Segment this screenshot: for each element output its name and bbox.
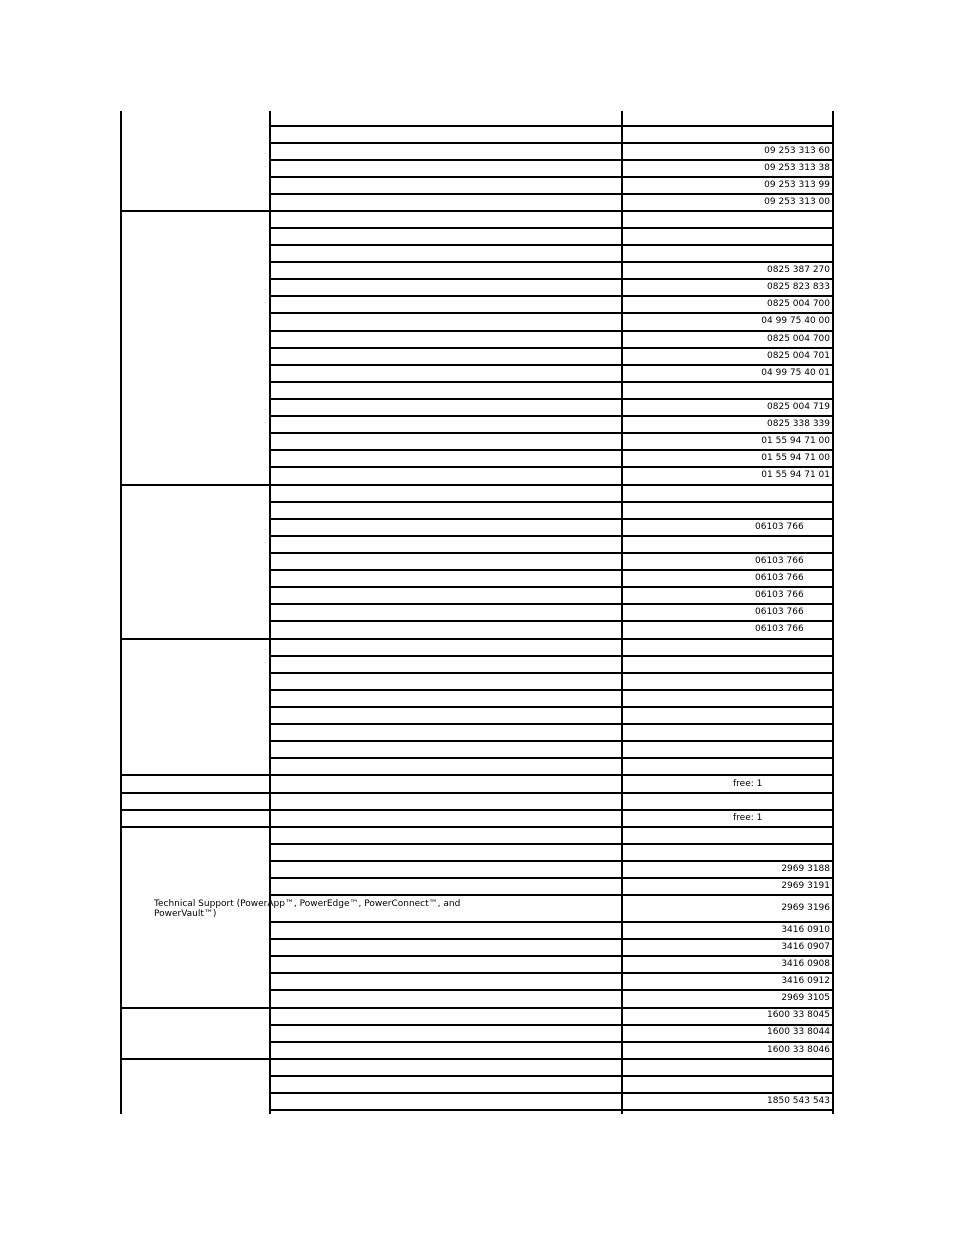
row-divider — [270, 1024, 834, 1026]
row-divider — [270, 227, 834, 229]
row-divider — [270, 620, 834, 622]
row-divider — [270, 894, 834, 896]
row-divider — [270, 740, 834, 742]
phone-number-40: 1850 543 543 — [767, 1096, 830, 1106]
phone-number-33: 3416 0907 — [781, 942, 830, 952]
phone-number-13: 04 99 75 40 01 — [761, 368, 830, 378]
row-divider — [120, 484, 834, 486]
row-divider — [120, 638, 834, 640]
row-divider — [270, 655, 834, 657]
row-divider — [270, 569, 834, 571]
phone-number-11: 0825 004 700 — [767, 334, 830, 344]
phone-number-2: 09 253 313 38 — [764, 163, 830, 173]
phone-number-16: 0825 338 339 — [767, 419, 830, 429]
row-divider — [270, 159, 834, 161]
tech-support-description: Technical Support (PowerApp™, PowerEdge™, PowerConnect™, and PowerVault™) — [154, 899, 461, 919]
row-divider — [270, 176, 834, 178]
row-divider — [270, 330, 834, 332]
phone-number-34: 3416 0908 — [781, 959, 830, 969]
row-divider — [270, 552, 834, 554]
row-divider — [270, 921, 834, 923]
row-divider — [270, 877, 834, 879]
row-divider — [270, 261, 834, 263]
row-divider — [120, 792, 834, 794]
phone-number-4: 09 253 313 00 — [764, 197, 830, 207]
row-divider — [270, 723, 834, 725]
row-divider — [270, 955, 834, 957]
phone-number-9: 0825 004 700 — [767, 299, 830, 309]
free-label-1: free: 1 — [733, 813, 763, 823]
phone-number-27: 06103 766 — [755, 607, 804, 617]
phone-number-12: 0825 004 701 — [767, 351, 830, 361]
row-divider — [270, 466, 834, 468]
phone-number-36: 2969 3105 — [781, 993, 830, 1003]
phone-number-3: 09 253 313 99 — [764, 180, 830, 190]
phone-number-24: 06103 766 — [755, 556, 804, 566]
phone-number-37: 1600 33 8045 — [767, 1010, 830, 1020]
phone-number-26: 06103 766 — [755, 590, 804, 600]
row-divider — [270, 757, 834, 759]
row-divider — [120, 210, 834, 212]
row-divider — [270, 1109, 834, 1111]
row-divider — [270, 1092, 834, 1094]
row-divider — [270, 398, 834, 400]
phone-number-7: 0825 387 270 — [767, 265, 830, 275]
row-divider — [270, 312, 834, 314]
row-divider — [270, 843, 834, 845]
row-divider — [270, 381, 834, 383]
row-divider — [270, 432, 834, 434]
phone-number-8: 0825 823 833 — [767, 282, 830, 292]
row-divider — [270, 1075, 834, 1077]
row-divider — [270, 415, 834, 417]
row-divider — [270, 1041, 834, 1043]
phone-number-1: 09 253 313 60 — [764, 146, 830, 156]
row-divider — [270, 193, 834, 195]
row-divider — [270, 972, 834, 974]
phone-number-35: 3416 0912 — [781, 976, 830, 986]
row-divider — [270, 860, 834, 862]
row-divider — [270, 347, 834, 349]
row-divider — [270, 672, 834, 674]
phone-number-25: 06103 766 — [755, 573, 804, 583]
phone-number-39: 1600 33 8046 — [767, 1045, 830, 1055]
row-divider — [270, 244, 834, 246]
row-divider — [120, 809, 834, 811]
row-divider — [270, 364, 834, 366]
row-divider — [270, 278, 834, 280]
phone-number-10: 04 99 75 40 00 — [761, 316, 830, 326]
phone-number-17: 01 55 94 71 00 — [761, 436, 830, 446]
phone-number-28: 06103 766 — [755, 624, 804, 634]
phone-number-19: 01 55 94 71 01 — [761, 470, 830, 480]
row-divider — [270, 501, 834, 503]
phone-number-18: 01 55 94 71 00 — [761, 453, 830, 463]
phone-number-15: 0825 004 719 — [767, 402, 830, 412]
row-divider — [120, 774, 834, 776]
phone-number-30: 2969 3191 — [781, 881, 830, 891]
phone-number-31: 2969 3196 — [781, 903, 830, 913]
row-divider — [270, 535, 834, 537]
phone-number-38: 1600 33 8044 — [767, 1027, 830, 1037]
row-divider — [120, 1058, 834, 1060]
phone-number-22: 06103 766 — [755, 522, 804, 532]
row-divider — [270, 989, 834, 991]
row-divider — [270, 449, 834, 451]
row-divider — [270, 586, 834, 588]
free-label-0: free: 1 — [733, 779, 763, 789]
row-divider — [270, 603, 834, 605]
row-divider — [120, 826, 834, 828]
row-divider — [120, 1007, 834, 1009]
row-divider — [270, 295, 834, 297]
row-divider — [270, 706, 834, 708]
phone-number-32: 3416 0910 — [781, 925, 830, 935]
table-left-border — [120, 111, 122, 1114]
phone-number-29: 2969 3188 — [781, 864, 830, 874]
row-divider — [270, 125, 834, 127]
row-divider — [270, 689, 834, 691]
row-divider — [270, 518, 834, 520]
row-divider — [270, 142, 834, 144]
row-divider — [270, 938, 834, 940]
